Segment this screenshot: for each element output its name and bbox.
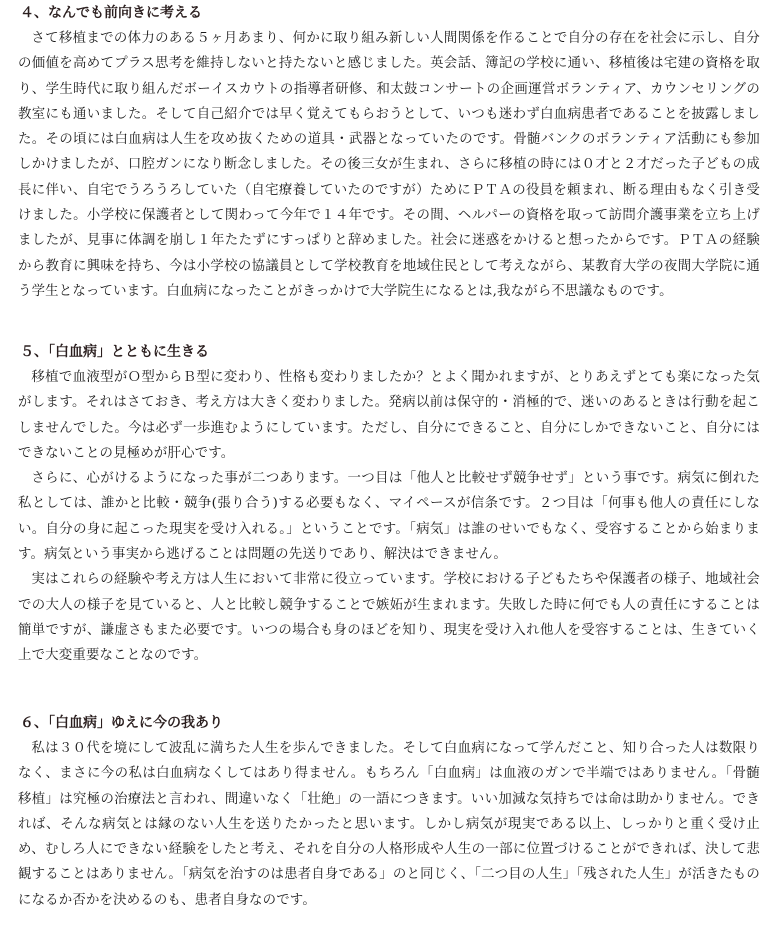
paragraph: 移植で血液型がＯ型からＢ型に変わり、性格も変わりましたか？とよく聞かれますが、とりあえずとても楽になった気がします。それはさておき、考え方は大きく変わりました。発病以前は保守的・消極的で、迷いのあるときは行動を起こしませんでした。今は必ず一歩進むようにしています。ただし、自分にできること、自分にしかできないこと、自分にはできないことの見極めが肝心です。 xyxy=(18,370,760,461)
paragraph: 私は３０代を境にして波乱に満ちた人生を歩んできました。そして白血病になって学んだこと、知り合った人は数限りなく、まさに今の私は白血病なくしてはあり得ません。もちろん「白血病」は血液のガンで半端ではありません。「骨髄移植」は究極の治療法と言われ、間違いなく「壮絶」の一語につきます。いい加減な気持ちでは命は助かりません。できれば、そんな病気とは縁のない人生を送りたかったと思います。しかし病気が現実である以上、しっかりと重く受け止め、むしろ人にできない経験をしたと考え、それを自分の人格形成や人生の一部に位置づけることができれば、決して悲観することはありません。「病気を治すのは患者自身である」のと同じく、「二つ目の人生」「残された人生」が活きたものになるか否かを決めるのも、患者自身なのです。 xyxy=(18,741,760,908)
section-heading: ４、なんでも前向きに考える xyxy=(20,5,202,21)
section-5 xyxy=(18,339,760,669)
section-heading: ５、「白血病」とともに生きる xyxy=(20,344,209,360)
paragraph: さて移植までの体力のある５ヶ月あまり、何かに取り組み新しい人間関係を作ることで自分の存在を社会に示し、自分の価値を高めてプラス思考を維持しないと持たないと感じました。英会話、簿記の学校に通い、移植後は宅建の資格を取り、学生時代に取り組んだボーイスカウトの指導者研修、和太鼓コンサートの企画運営ボランティア、カウンセリングの教室にも通いました。そして自己紹介では早く覚えてもらおうとして、いつも迷わず白血病患者であることを披露しました。その頃には白血病は人生を攻め抜くための道具・武器となっていたのです。骨髄バンクのボランティア活動にも参加しかけましたが、口腔ガンになり断念しました。その後三女が生まれ、さらに移植の時には０才と２才だった子どもの成長に伴い、自宅でうろうろしていた（自宅療養していたのですが）ためにＰＴＡの役員を頼まれ、断る理由もなく引き受けました。小学校に保護者として関わって今年で１４年です。その間、ヘルパーの資格を取って訪問介護事業を立ち上げましたが、見事に体調を崩し１年たたずにすっぱりと辞めました。社会に迷惑をかけると想ったからです。ＰＴＡの経験から教育に興味を持ち、今は小学校の協議員として学校教育を地域住民として考えながら、某教育大学の夜間大学院に通う学生となっています。白血病になったことがきっかけで大学院生になるとは,我ながら不思議なものです。 xyxy=(18,31,760,299)
paragraph: 実はこれらの経験や考え方は人生において非常に役立っています。学校における子どもたちや保護者の様子、地域社会での大人の様子を見ていると、人と比較し競争することで嫉妬が生まれます。失敗した時に何でも人の責任にすることは簡単ですが、謙虚さもまた必要です。いつの場合も身のほどを知り、現実を受け入れ他人を受容することは、生きていく上で大変重要なことなのです。 xyxy=(18,572,760,664)
section-heading: ６、「白血病」ゆえに今の我あり xyxy=(20,715,223,731)
section-6 xyxy=(18,710,760,913)
paragraph: さらに、心がけるようになった事が二つあります。一つ目は「他人と比較せず競争せず」という事です。病気に倒れた私としては、誰かと比較・競争(張り合う)する必要もなく、マイペースが信条です。２つ目は「何事も他人の責任にしない。自分の身に起こった現実を受け入れる。」ということです。「病気」は誰のせいでもなく、受容することから始まります。病気という事実から逃げることは問題の先送りであり、解決はできません。 xyxy=(18,471,760,563)
section-4 xyxy=(18,0,760,304)
